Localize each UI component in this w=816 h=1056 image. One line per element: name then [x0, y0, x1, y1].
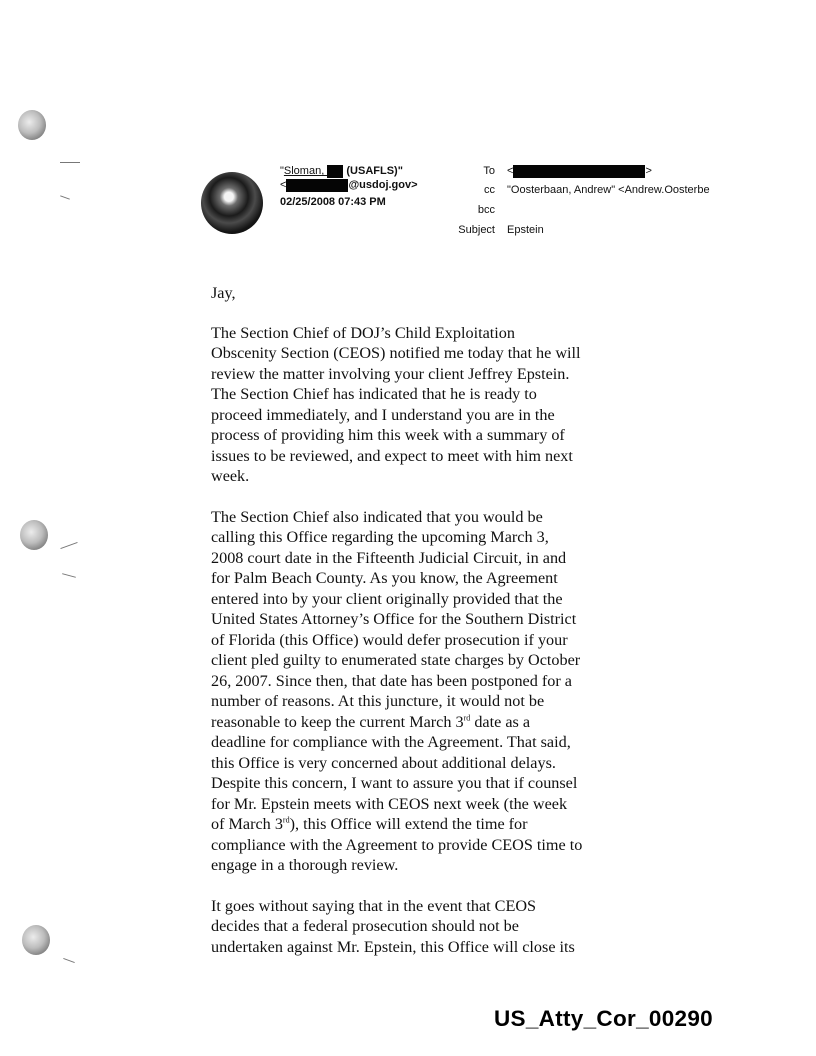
text-line: Despite this concern, I want to assure you that if counsel	[211, 774, 578, 792]
redaction-bar	[513, 165, 645, 178]
text-line: Obscenity Section (CEOS) notified me today that he will	[211, 344, 581, 362]
sender-org: (USAFLS)"	[343, 165, 403, 177]
scan-speck	[60, 195, 70, 199]
recipient-block	[435, 164, 815, 244]
text-line: for Palm Beach County. As you know, the Agreement	[211, 569, 558, 587]
text-line: number of reasons. At this juncture, it would not be	[211, 692, 545, 710]
sender-avatar	[201, 172, 263, 234]
redaction-bar	[286, 179, 348, 192]
text-line: compliance with the Agreement to provide CEOS time to	[211, 835, 583, 854]
to-value: <	[507, 165, 514, 177]
cc-value: "Oosterbaan, Andrew" <Andrew.Oosterbe	[507, 184, 710, 196]
text-line: 26, 2007. Since then, that date has been postponed for a	[211, 671, 572, 690]
text-line: for Mr. Epstein meets with CEOS next week (the week	[211, 794, 568, 813]
scan-speck	[60, 542, 77, 549]
punch-hole-middle	[20, 520, 48, 550]
scan-speck	[60, 162, 80, 163]
subject-label: Subject	[458, 224, 495, 236]
letter-body	[211, 283, 631, 977]
punch-hole-bottom	[22, 925, 50, 955]
salutation: Jay,	[211, 284, 236, 302]
scan-speck	[62, 573, 76, 578]
punch-hole-top	[18, 110, 46, 140]
text-line: undertaken against Mr. Epstein, this Office will close its	[211, 937, 575, 956]
text-line: review the matter involving your client Jeffrey Epstein.	[211, 364, 570, 383]
text-line: calling this Office regarding the upcoming March 3,	[211, 528, 549, 546]
text-line: process of providing him this week with a summary of	[211, 426, 565, 444]
text-line: week.	[211, 467, 250, 485]
text-line: issues to be reviewed, and expect to meet with him next	[211, 446, 573, 465]
text-line: The Section Chief also indicated that you would be	[211, 507, 543, 526]
to-suffix: >	[645, 165, 652, 177]
text-line: entered into by your client originally provided that the	[211, 589, 563, 608]
text-line: client pled guilty to enumerated state charges by October	[211, 651, 581, 669]
cc-label: cc	[484, 184, 495, 196]
sender-name-line: "Sloman, (USAFLS)"	[280, 165, 403, 177]
sent-date: 02/25/2008 07:43 PM	[280, 196, 386, 208]
paragraph-3	[211, 896, 631, 958]
paragraph-2	[211, 507, 631, 876]
sender-block	[280, 164, 460, 209]
text-line-march: reasonable to keep the current March 3rd date as a	[211, 712, 531, 731]
to-value-line	[507, 164, 652, 178]
text-line: engage in a thorough review.	[211, 856, 399, 874]
sender-email-line: < @usdoj.gov>	[280, 179, 418, 191]
text-line: proceed immediately, and I understand you are in the	[211, 405, 555, 424]
text-line: 2008 court date in the Fifteenth Judicial Circuit, in and	[211, 548, 567, 567]
text-line-week: of March 3rd), this Office will extend the time for	[211, 815, 528, 833]
paragraph-1	[211, 323, 631, 487]
sender-email-domain: @usdoj.gov>	[348, 179, 418, 191]
to-label: To	[483, 165, 495, 177]
text-line: deadline for compliance with the Agreement. That said,	[211, 733, 571, 751]
text-line: It goes without saying that in the event that CEOS	[211, 896, 537, 915]
subject-value: Epstein	[507, 224, 544, 236]
text-line: The Section Chief has indicated that he is ready to	[211, 385, 537, 403]
scan-speck	[63, 958, 75, 963]
text-line: decides that a federal prosecution should not be	[211, 917, 519, 935]
text-line: The Section Chief of DOJ’s Child Exploitation	[211, 323, 515, 342]
text-line: of Florida (this Office) would defer prosecution if your	[211, 630, 568, 649]
text-line: United States Attorney’s Office for the Southern District	[211, 610, 577, 628]
sender-name: Sloman,	[283, 165, 328, 177]
redaction-bar	[327, 165, 343, 178]
text-line: this Office is very concerned about additional delays.	[211, 753, 556, 772]
bates-number: US_Atty_Cor_00290	[494, 1006, 713, 1031]
bcc-label: bcc	[477, 204, 495, 216]
